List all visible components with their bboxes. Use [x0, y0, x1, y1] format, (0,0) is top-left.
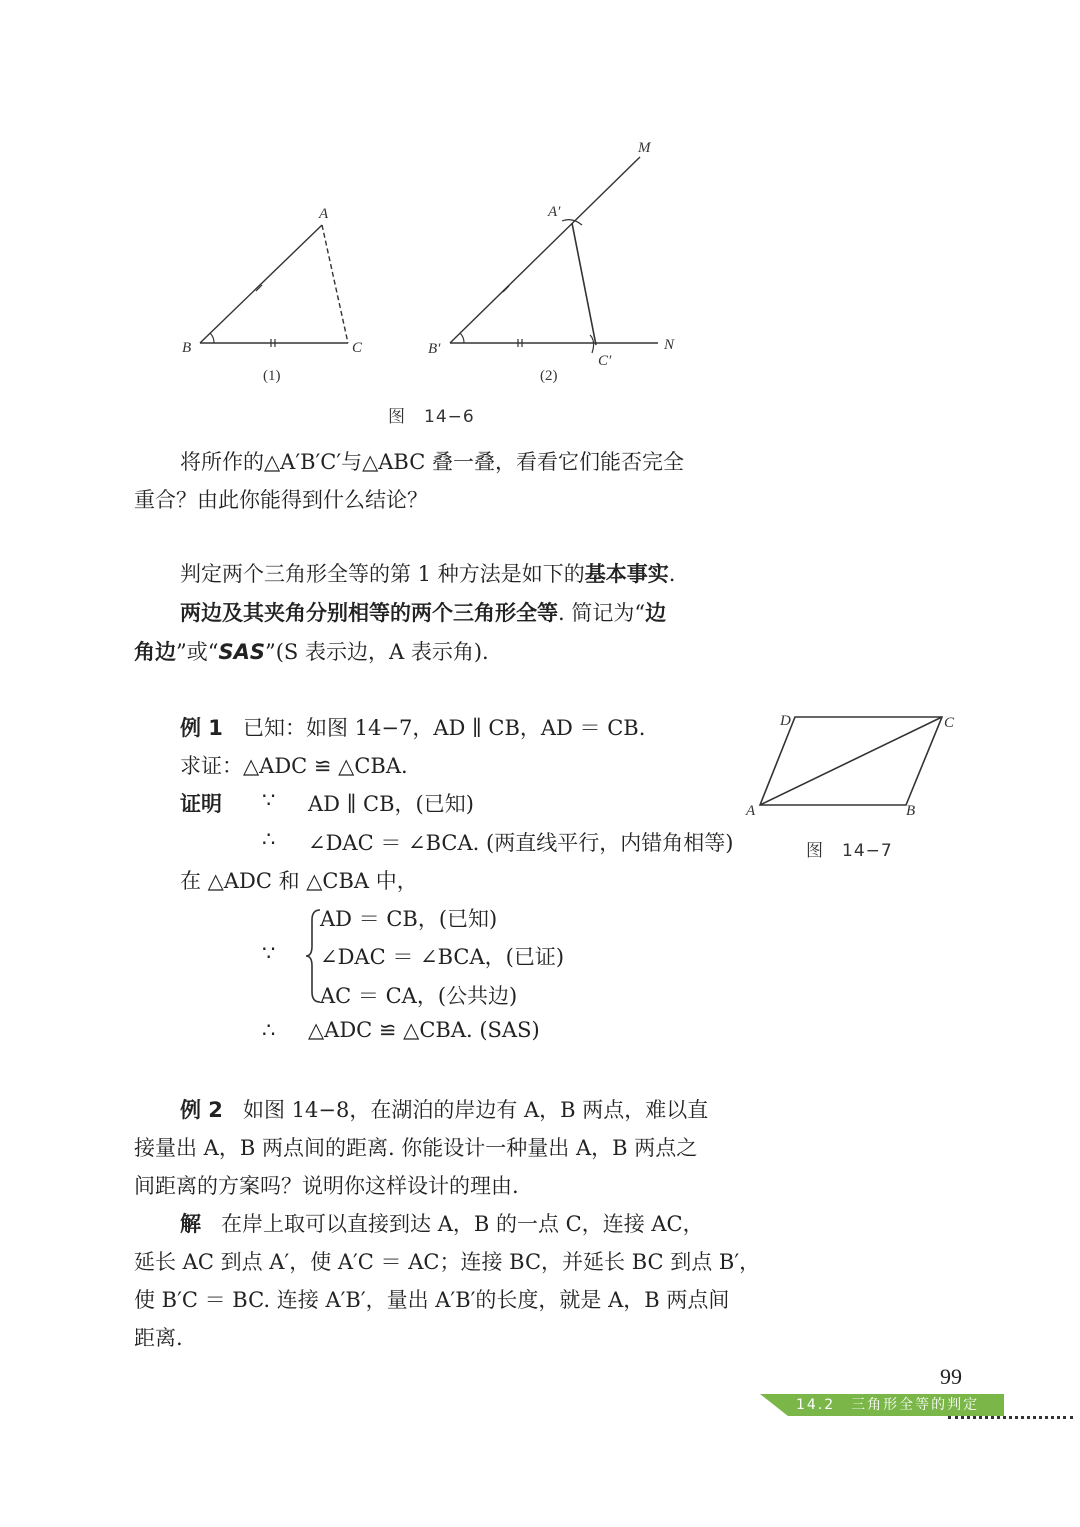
point-c-label: C: [944, 715, 955, 731]
example-1-label: 例 1: [180, 716, 223, 740]
solution-line-1: [180, 1208, 704, 1238]
step-1-text: AD ∥ CB，(已知): [308, 792, 474, 816]
fact-line-1: [180, 558, 675, 588]
example-1-given: [180, 712, 645, 742]
fact-side-word: 边: [645, 601, 667, 625]
conclusion-text: △ADC ≌ △CBA. (SAS): [308, 1018, 540, 1042]
therefore-2: ∴: [262, 1018, 276, 1042]
solution-line-2: 延长 AC 到点 A′，使 A′C ＝ AC；连接 BC，并延长 BC 到点 B′，: [134, 1250, 761, 1274]
fact-angle-side-word: 角边: [134, 640, 176, 664]
fact-line-2: [180, 597, 666, 627]
example-2-label: 例 2: [180, 1098, 223, 1122]
point-c-label: C: [352, 340, 363, 356]
point-b-prime-label: B′: [428, 341, 441, 357]
example-2-line-1-text: 如图 14−8，在湖泊的岸边有 A，B 两点，难以直: [242, 1098, 709, 1122]
point-m-label: M: [638, 140, 651, 156]
fact-line-3-suffix: ”或“: [176, 640, 219, 664]
fact-line-1-suffix: .: [668, 562, 676, 586]
figure-14-6-caption: 图 14−6: [388, 407, 475, 427]
figure-14-6-1: [170, 195, 390, 390]
footer-dotted-line: [948, 1416, 1073, 1425]
page-number: 99: [940, 1364, 962, 1389]
intro-line-2: 重合？由此你能得到什么结论？: [134, 488, 428, 512]
arc-at-c-prime: [590, 335, 594, 353]
fact-line-2-suffix: . 简记为“: [558, 601, 646, 625]
proof-step-1: [180, 788, 222, 818]
example-1-prove: 求证：△ADC ≌ △CBA.: [180, 754, 408, 778]
example-2-line-3: 间距离的方案吗？说明你这样设计的理由.: [134, 1174, 519, 1198]
fact-line-1-prefix: 判定两个三角形全等的第 1 种方法是如下的: [180, 562, 585, 586]
point-b-label: B: [182, 340, 192, 356]
because-2: ∵: [262, 941, 276, 965]
example-2-line-2: 接量出 A，B 两点间的距离. 你能设计一种量出 A，B 两点之: [134, 1136, 698, 1160]
angle-b-arc: [210, 333, 214, 343]
figure-14-7-caption: 图 14−7: [806, 841, 893, 861]
figure-14-6-2: [420, 135, 700, 390]
solution-line-3: 使 B′C ＝ BC. 连接 A′B′，量出 A′B′的长度，就是 A，B 两点间: [134, 1288, 730, 1312]
point-c-prime-label: C′: [598, 353, 612, 369]
because-1: ∵: [262, 788, 276, 812]
therefore-1: ∴: [262, 827, 276, 851]
fact-line-3-tail: ”(S 表示边，A 表示角).: [265, 640, 489, 664]
point-a-prime-label: A′: [548, 204, 561, 220]
proof-label: 证明: [180, 792, 222, 816]
point-n-label: N: [664, 337, 675, 353]
figure-14-7: [740, 705, 970, 825]
side-ab: [200, 225, 322, 343]
subfigure-1-label: (1): [263, 368, 281, 384]
point-a-label: A: [746, 803, 756, 819]
fact-sas: SAS: [218, 640, 265, 664]
fact-theorem: 两边及其夹角分别相等的两个三角形全等: [180, 601, 558, 625]
point-a-label: A: [319, 206, 329, 222]
point-b-label: B: [906, 803, 916, 819]
brace-line-1: AD ＝ CB，(已知): [320, 907, 498, 931]
ray-bm: [450, 157, 640, 343]
point-d-label: D: [780, 713, 791, 729]
side-ac-dashed: [322, 225, 348, 343]
subfigure-2-label: (2): [540, 368, 558, 384]
intro-line-1: 将所作的△A′B′C′与△ABC 叠一叠，看看它们能否完全: [180, 450, 684, 474]
diagonal-ac: [760, 717, 942, 805]
section-title: 14.2 三角形全等的判定: [796, 1397, 980, 1413]
step-3-text: 在 △ADC 和 △CBA 中，: [180, 869, 418, 893]
angle-b-prime-arc: [460, 333, 464, 343]
side-ac-prime: [572, 223, 596, 345]
example-2-line-1: [180, 1094, 708, 1124]
brace-line-2: ∠DAC ＝ ∠BCA，(已证): [320, 945, 565, 969]
tick-ab-prime: [503, 286, 509, 292]
example-1-given-text: 已知：如图 14−7，AD ∥ CB，AD ＝ CB.: [242, 716, 646, 740]
solution-label: 解: [180, 1212, 201, 1236]
fact-line-3: [134, 636, 489, 666]
brace-line-3: AC ＝ CA，(公共边): [320, 984, 518, 1008]
step-2-text: ∠DAC ＝ ∠BCA. (两直线平行，内错角相等): [308, 831, 734, 855]
solution-line-1-text: 在岸上取可以直接到达 A，B 的一点 C，连接 AC，: [221, 1212, 704, 1236]
solution-line-4: 距离.: [134, 1326, 183, 1350]
fact-basic-fact: 基本事实: [584, 562, 669, 586]
